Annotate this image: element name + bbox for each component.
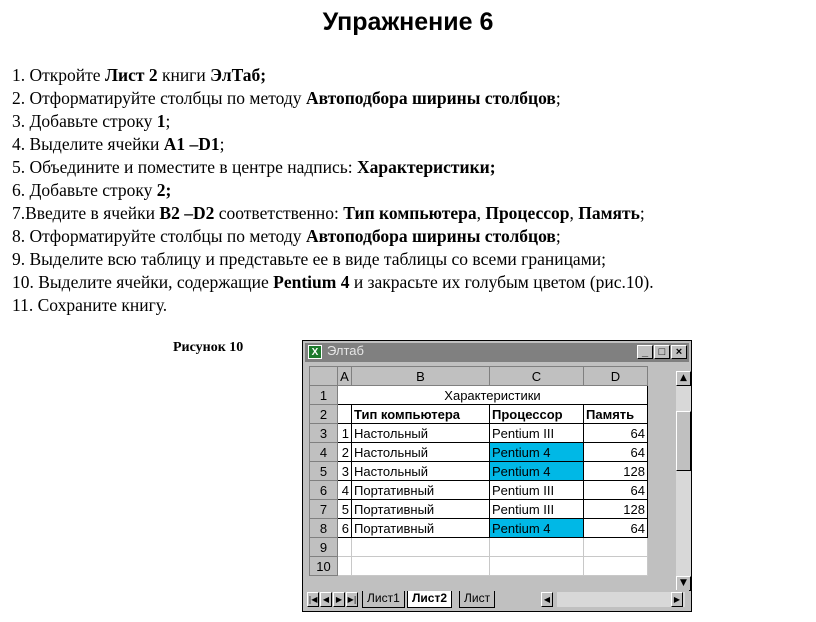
instruction-step xyxy=(12,248,812,271)
scroll-thumb[interactable] xyxy=(676,411,691,471)
step-text: ; xyxy=(219,134,225,154)
cell[interactable] xyxy=(338,405,352,424)
sheet-tab-bar xyxy=(305,590,689,609)
scroll-down-icon[interactable]: ▼ xyxy=(676,576,691,591)
step-text: 4. Выделите ячейки xyxy=(12,134,164,154)
cell[interactable]: 128 xyxy=(584,462,648,481)
table-row xyxy=(310,386,648,405)
figure-caption: Рисунок 10 xyxy=(173,340,244,355)
instruction-step xyxy=(12,294,812,317)
table-row xyxy=(310,443,648,462)
cell[interactable]: 128 xyxy=(584,500,648,519)
cell[interactable] xyxy=(338,538,352,557)
cell[interactable]: Портативный xyxy=(352,500,490,519)
cell[interactable]: Настольный xyxy=(352,424,490,443)
column-header[interactable]: C xyxy=(490,367,584,386)
table-row xyxy=(310,481,648,500)
cell[interactable] xyxy=(490,538,584,557)
instruction-step xyxy=(12,271,812,294)
step-text: ; xyxy=(639,203,645,223)
row-header[interactable]: 10 xyxy=(310,557,338,576)
instruction-step xyxy=(12,202,812,225)
step-text: , xyxy=(476,203,486,223)
step-text: ; xyxy=(555,88,561,108)
instruction-step xyxy=(12,110,812,133)
table-row xyxy=(310,519,648,538)
step-text: 7.Введите в ячейки xyxy=(12,203,160,223)
step-text: книги xyxy=(157,65,211,85)
minimize-button[interactable]: _ xyxy=(637,345,653,359)
excel-window xyxy=(302,340,692,612)
cell[interactable] xyxy=(352,557,490,576)
scroll-up-icon[interactable]: ▲ xyxy=(676,371,691,386)
step-text: 9. Выделите всю таблицу и представьте ее в виде таблицы со всеми границами; xyxy=(12,249,607,269)
cell[interactable]: 64 xyxy=(584,424,648,443)
step-text: Тип компьютера xyxy=(343,203,477,223)
instruction-step xyxy=(12,133,812,156)
cell[interactable]: Pentium III xyxy=(490,424,584,443)
hscroll-left-icon[interactable]: ◀ xyxy=(541,592,553,607)
cell[interactable]: Портативный xyxy=(352,481,490,500)
cell[interactable]: 4 xyxy=(338,481,352,500)
cell[interactable]: Pentium III xyxy=(490,481,584,500)
step-text: 8. Отформатируйте столбцы по методу xyxy=(12,226,306,246)
exercise-title: Упражнение 6 xyxy=(322,8,494,36)
cell[interactable] xyxy=(490,557,584,576)
step-text: 3. Добавьте строку xyxy=(12,111,157,131)
instruction-step xyxy=(12,225,812,248)
close-button[interactable]: × xyxy=(671,345,687,359)
sheet-tab-2[interactable]: Лист2 xyxy=(407,591,452,608)
cell[interactable]: 1 xyxy=(338,424,352,443)
step-text: 5. Объедините и поместите в центре надпись: xyxy=(12,157,357,177)
cell[interactable]: 2 xyxy=(338,443,352,462)
step-text: ; xyxy=(555,226,561,246)
step-text: 11. Сохраните книгу. xyxy=(12,295,168,315)
instruction-step xyxy=(12,87,812,110)
sheet-tab-3[interactable]: Лист xyxy=(459,591,495,608)
step-text: Автоподбора ширины столбцов xyxy=(305,226,556,246)
step-text: ЭлТаб; xyxy=(210,65,267,85)
maximize-button[interactable]: □ xyxy=(654,345,670,359)
table-row xyxy=(310,462,648,481)
next-sheet-icon[interactable]: ▶ xyxy=(333,592,345,607)
step-text: Лист 2 xyxy=(104,65,158,85)
row-header[interactable]: 7 xyxy=(310,500,338,519)
row-header[interactable]: 8 xyxy=(310,519,338,538)
cell[interactable]: Настольный xyxy=(352,462,490,481)
cell[interactable]: Настольный xyxy=(352,443,490,462)
step-text: 1. Откройте xyxy=(12,65,105,85)
last-sheet-icon[interactable]: ▶| xyxy=(346,592,358,607)
cell[interactable]: 5 xyxy=(338,500,352,519)
step-text: 2. Отформатируйте столбцы по методу xyxy=(12,88,306,108)
cell[interactable] xyxy=(584,557,648,576)
column-label-cell[interactable]: Тип компьютера xyxy=(352,405,490,424)
cell[interactable] xyxy=(584,538,648,557)
column-header[interactable]: B xyxy=(352,367,490,386)
step-text: B2 –D2 xyxy=(159,203,215,223)
column-header-row xyxy=(310,367,648,386)
step-text: , xyxy=(569,203,579,223)
step-text: и закрасьте их голубым цветом (рис.10). xyxy=(349,272,654,292)
instruction-step xyxy=(12,179,812,202)
horizontal-scrollbar[interactable] xyxy=(557,592,685,607)
first-sheet-icon[interactable]: |◀ xyxy=(307,592,319,607)
cell[interactable]: 6 xyxy=(338,519,352,538)
step-text: ; xyxy=(165,111,171,131)
cell[interactable]: 3 xyxy=(338,462,352,481)
step-text: Pentium 4 xyxy=(273,272,350,292)
step-text: A1 –D1 xyxy=(163,134,220,154)
row-header[interactable]: 2 xyxy=(310,405,338,424)
column-label-cell[interactable]: Процессор xyxy=(490,405,584,424)
sheet-tab-1[interactable]: Лист1 xyxy=(362,591,405,608)
step-text: Процессор xyxy=(485,203,570,223)
vertical-scrollbar[interactable] xyxy=(676,371,691,591)
instruction-list xyxy=(12,64,812,317)
cell[interactable]: 64 xyxy=(584,519,648,538)
column-header[interactable]: A xyxy=(338,367,352,386)
spreadsheet-grid[interactable] xyxy=(309,366,648,576)
cell[interactable] xyxy=(338,557,352,576)
table-row xyxy=(310,424,648,443)
instruction-step xyxy=(12,156,812,179)
cell[interactable]: Pentium 4 xyxy=(490,462,584,481)
column-header[interactable]: D xyxy=(584,367,648,386)
cell[interactable]: 64 xyxy=(584,481,648,500)
column-label-cell[interactable]: Память xyxy=(584,405,648,424)
row-header[interactable]: 3 xyxy=(310,424,338,443)
step-text: 6. Добавьте строку xyxy=(12,180,157,200)
hscroll-right-icon[interactable]: ▶ xyxy=(671,592,683,607)
cell[interactable]: 64 xyxy=(584,443,648,462)
cell[interactable]: Pentium 4 xyxy=(490,443,584,462)
cell[interactable]: Pentium III xyxy=(490,500,584,519)
row-header[interactable]: 4 xyxy=(310,443,338,462)
row-header[interactable]: 9 xyxy=(310,538,338,557)
row-header[interactable]: 1 xyxy=(310,386,338,405)
table-row xyxy=(310,557,648,576)
cell[interactable] xyxy=(352,538,490,557)
cell[interactable]: Pentium 4 xyxy=(490,519,584,538)
step-text: Автоподбора ширины столбцов xyxy=(305,88,556,108)
row-header[interactable]: 5 xyxy=(310,462,338,481)
step-text: 10. Выделите ячейки, содержащие xyxy=(12,272,274,292)
step-text: 1 xyxy=(156,111,166,131)
instruction-step xyxy=(12,64,812,87)
excel-icon[interactable]: X xyxy=(308,345,322,359)
table-row xyxy=(310,405,648,424)
table-row xyxy=(310,500,648,519)
column-header[interactable] xyxy=(310,367,338,386)
window-titlebar[interactable] xyxy=(305,343,689,362)
window-title: Элтаб xyxy=(327,343,364,358)
step-text: Характеристики; xyxy=(357,157,496,177)
row-header[interactable]: 6 xyxy=(310,481,338,500)
prev-sheet-icon[interactable]: ◀ xyxy=(320,592,332,607)
cell[interactable]: Портативный xyxy=(352,519,490,538)
step-text: 2; xyxy=(156,180,172,200)
step-text: Память xyxy=(578,203,640,223)
table-row xyxy=(310,538,648,557)
step-text: соответственно: xyxy=(214,203,344,223)
merged-title-cell[interactable]: Характеристики xyxy=(338,386,648,405)
